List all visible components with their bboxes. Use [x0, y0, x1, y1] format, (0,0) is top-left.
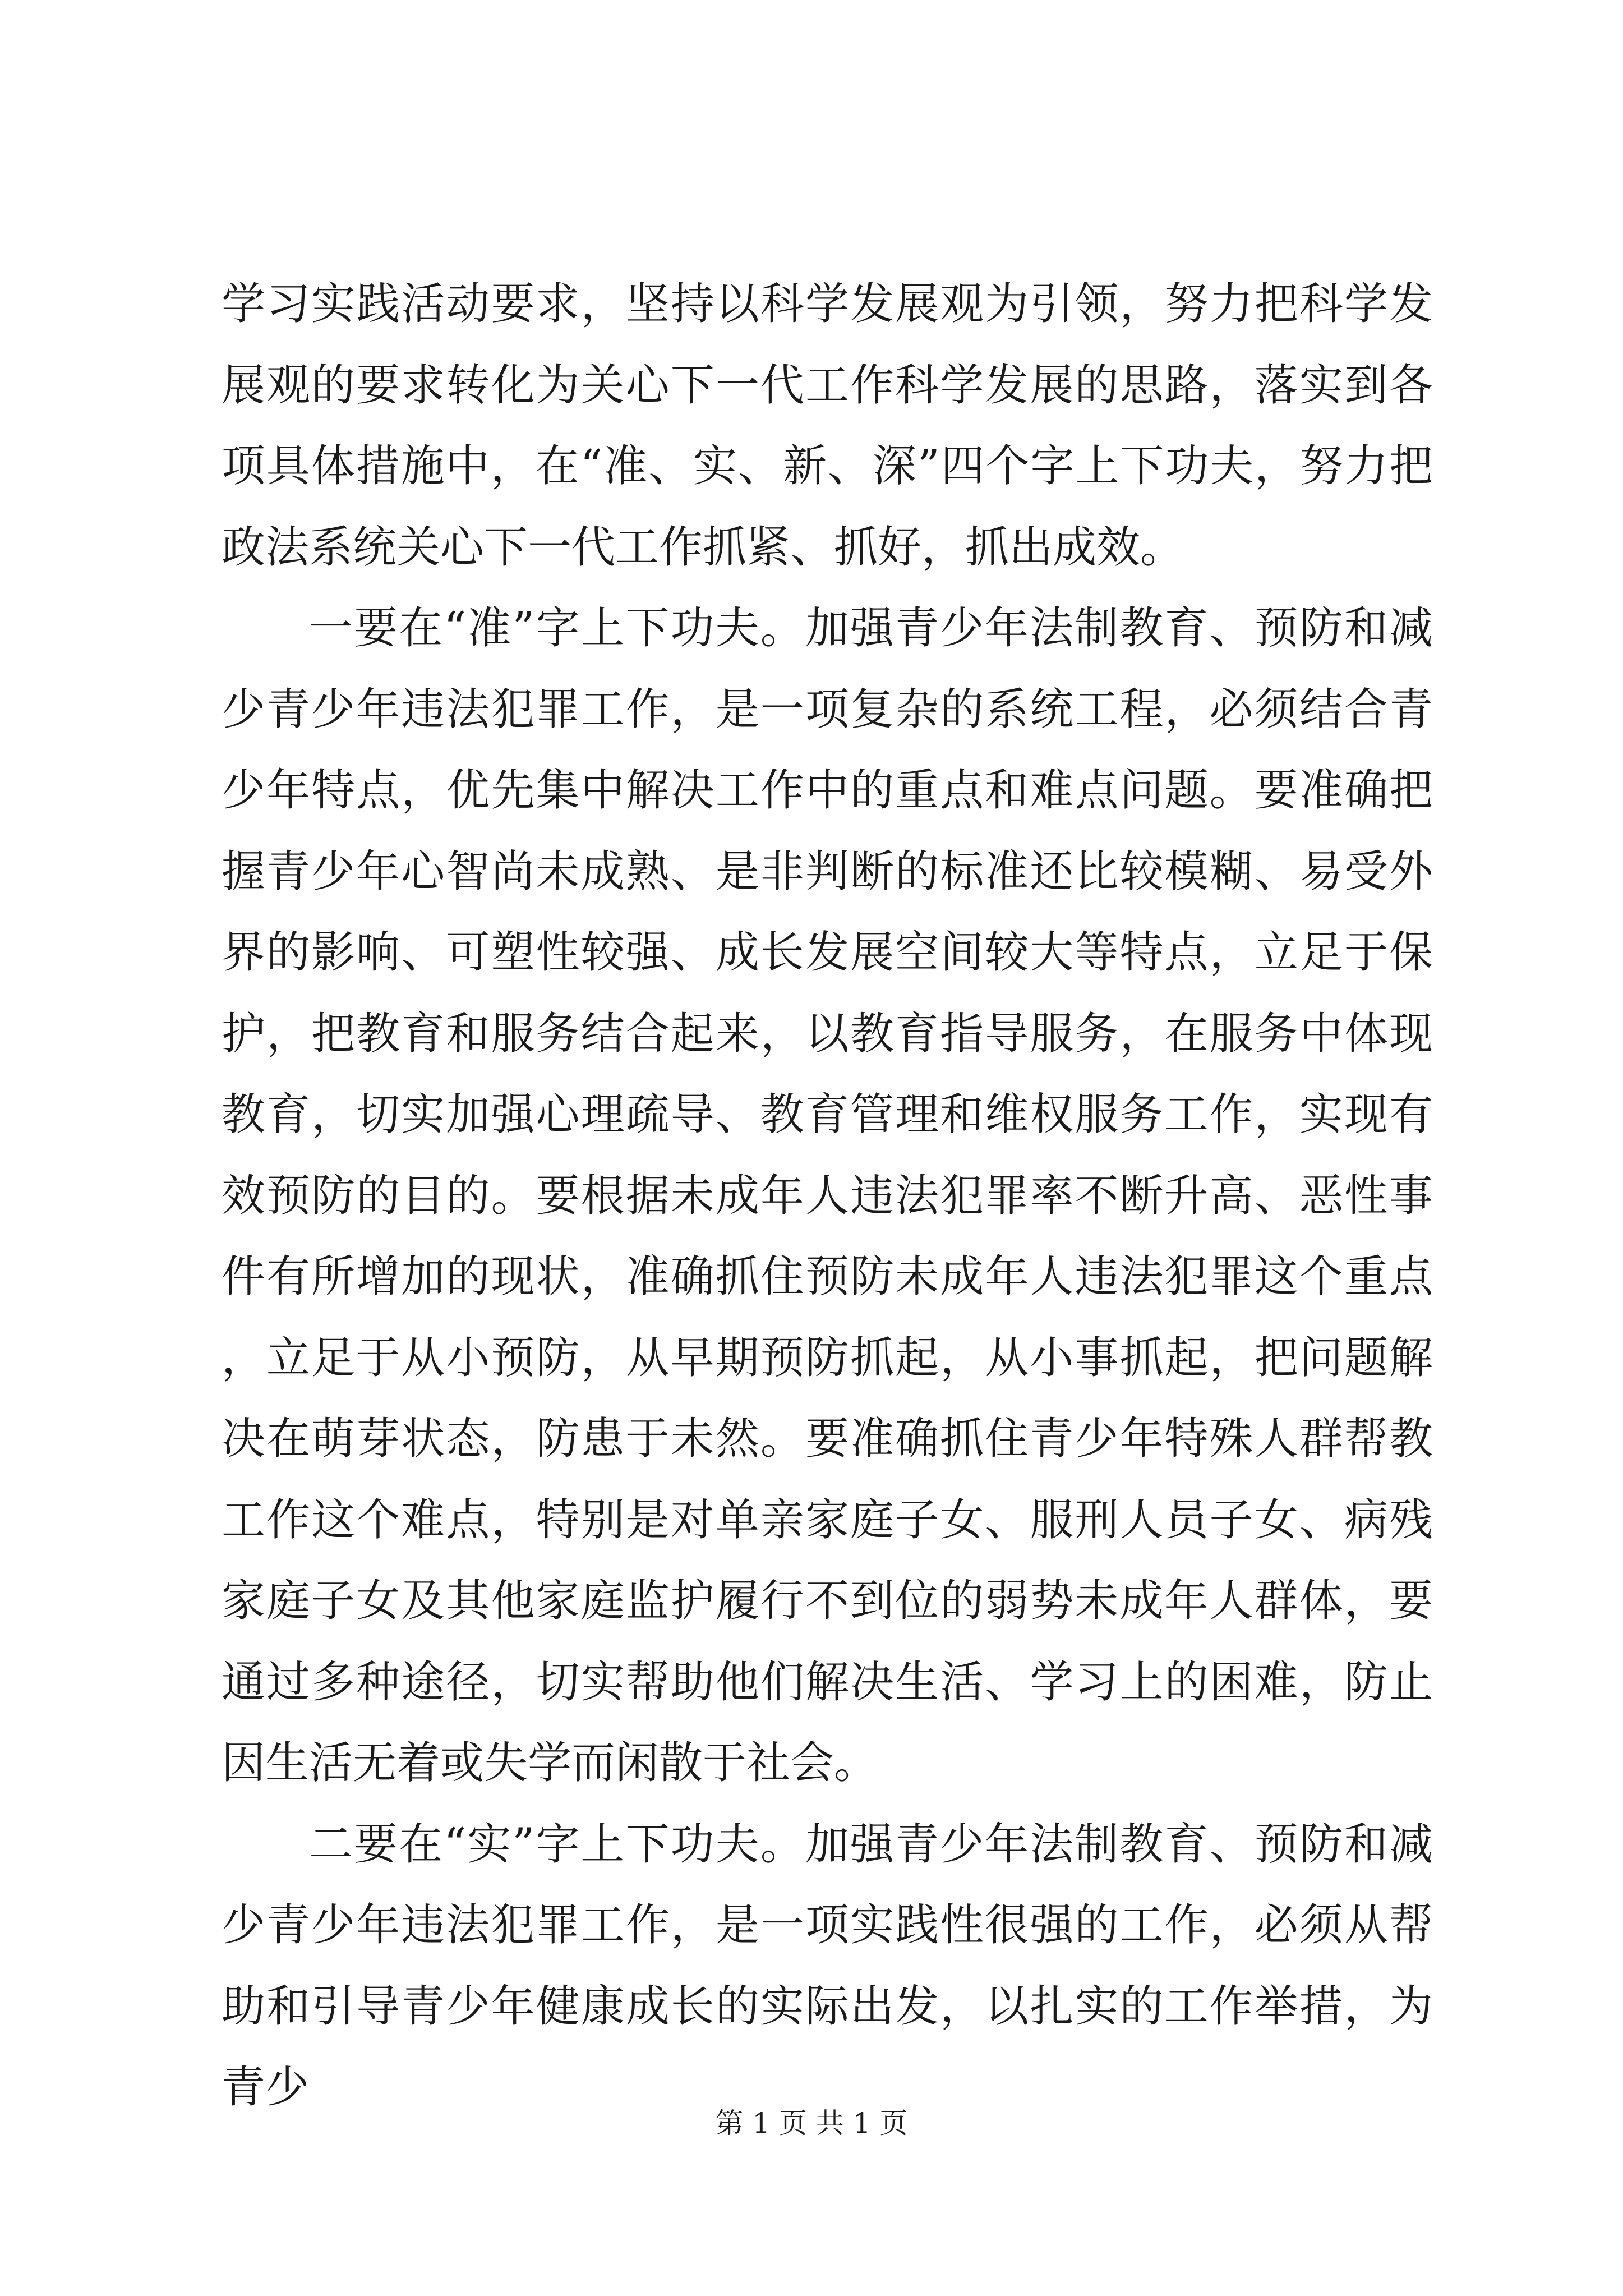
- page-footer: 第 1 页 共 1 页: [715, 2107, 908, 2139]
- document-body: [222, 264, 1433, 2128]
- paragraph-shi: 二要在“实”字上下功夫。加强青少年法制教育、预防和减少青少年违法犯罪工作，是一项实践性很强的工作，必须从帮助和引导青少年健康成长的实际出发，以扎实的工作举措，为青少: [222, 1819, 1433, 2113]
- paragraph-continuation: 学习实践活动要求，坚持以科学发展观为引领，努力把科学发展观的要求转化为关心下一代工作科学发展的思路，落实到各项具体措施中，在“准、实、新、深”四个字上下功夫，努力把政法系统关心下一代工作抓紧、抓好，抓出成效。: [222, 279, 1433, 573]
- paragraph-zhun: 一要在“准”字上下功夫。加强青少年法制教育、预防和减少青少年违法犯罪工作，是一项复杂的系统工程，必须结合青少年特点，优先集中解决工作中的重点和难点问题。要准确把握青少年心智尚未成熟、是非判断的标准还比较模糊、易受外界的影响、可塑性较强、成长发展空间较大等特点，立足于保护，把教育和服务结合起来，以教育指导服务，在服务中体现教育，切实加强心理疏导、教育管理和维权服务工作，实现有效预防的目的。要根据未成年人违法犯罪率不断升高、恶性事件有所增加的现状，准确抓住预防未成年人违法犯罪这个重点，立足于从小预防，从早期预防抓起，从小事抓起，把问题解决在萌芽状态，防患于未然。要准确抓住青少年特殊人群帮教工作这个难点，特别是对单亲家庭子女、服刑人员子女、病残家庭子女及其他家庭监护履行不到位的弱势未成年人群体，要通过多种途径，切实帮助他们解决生活、学习上的困难，防止因生活无着或失学而闲散于社会。: [222, 603, 1433, 1788]
